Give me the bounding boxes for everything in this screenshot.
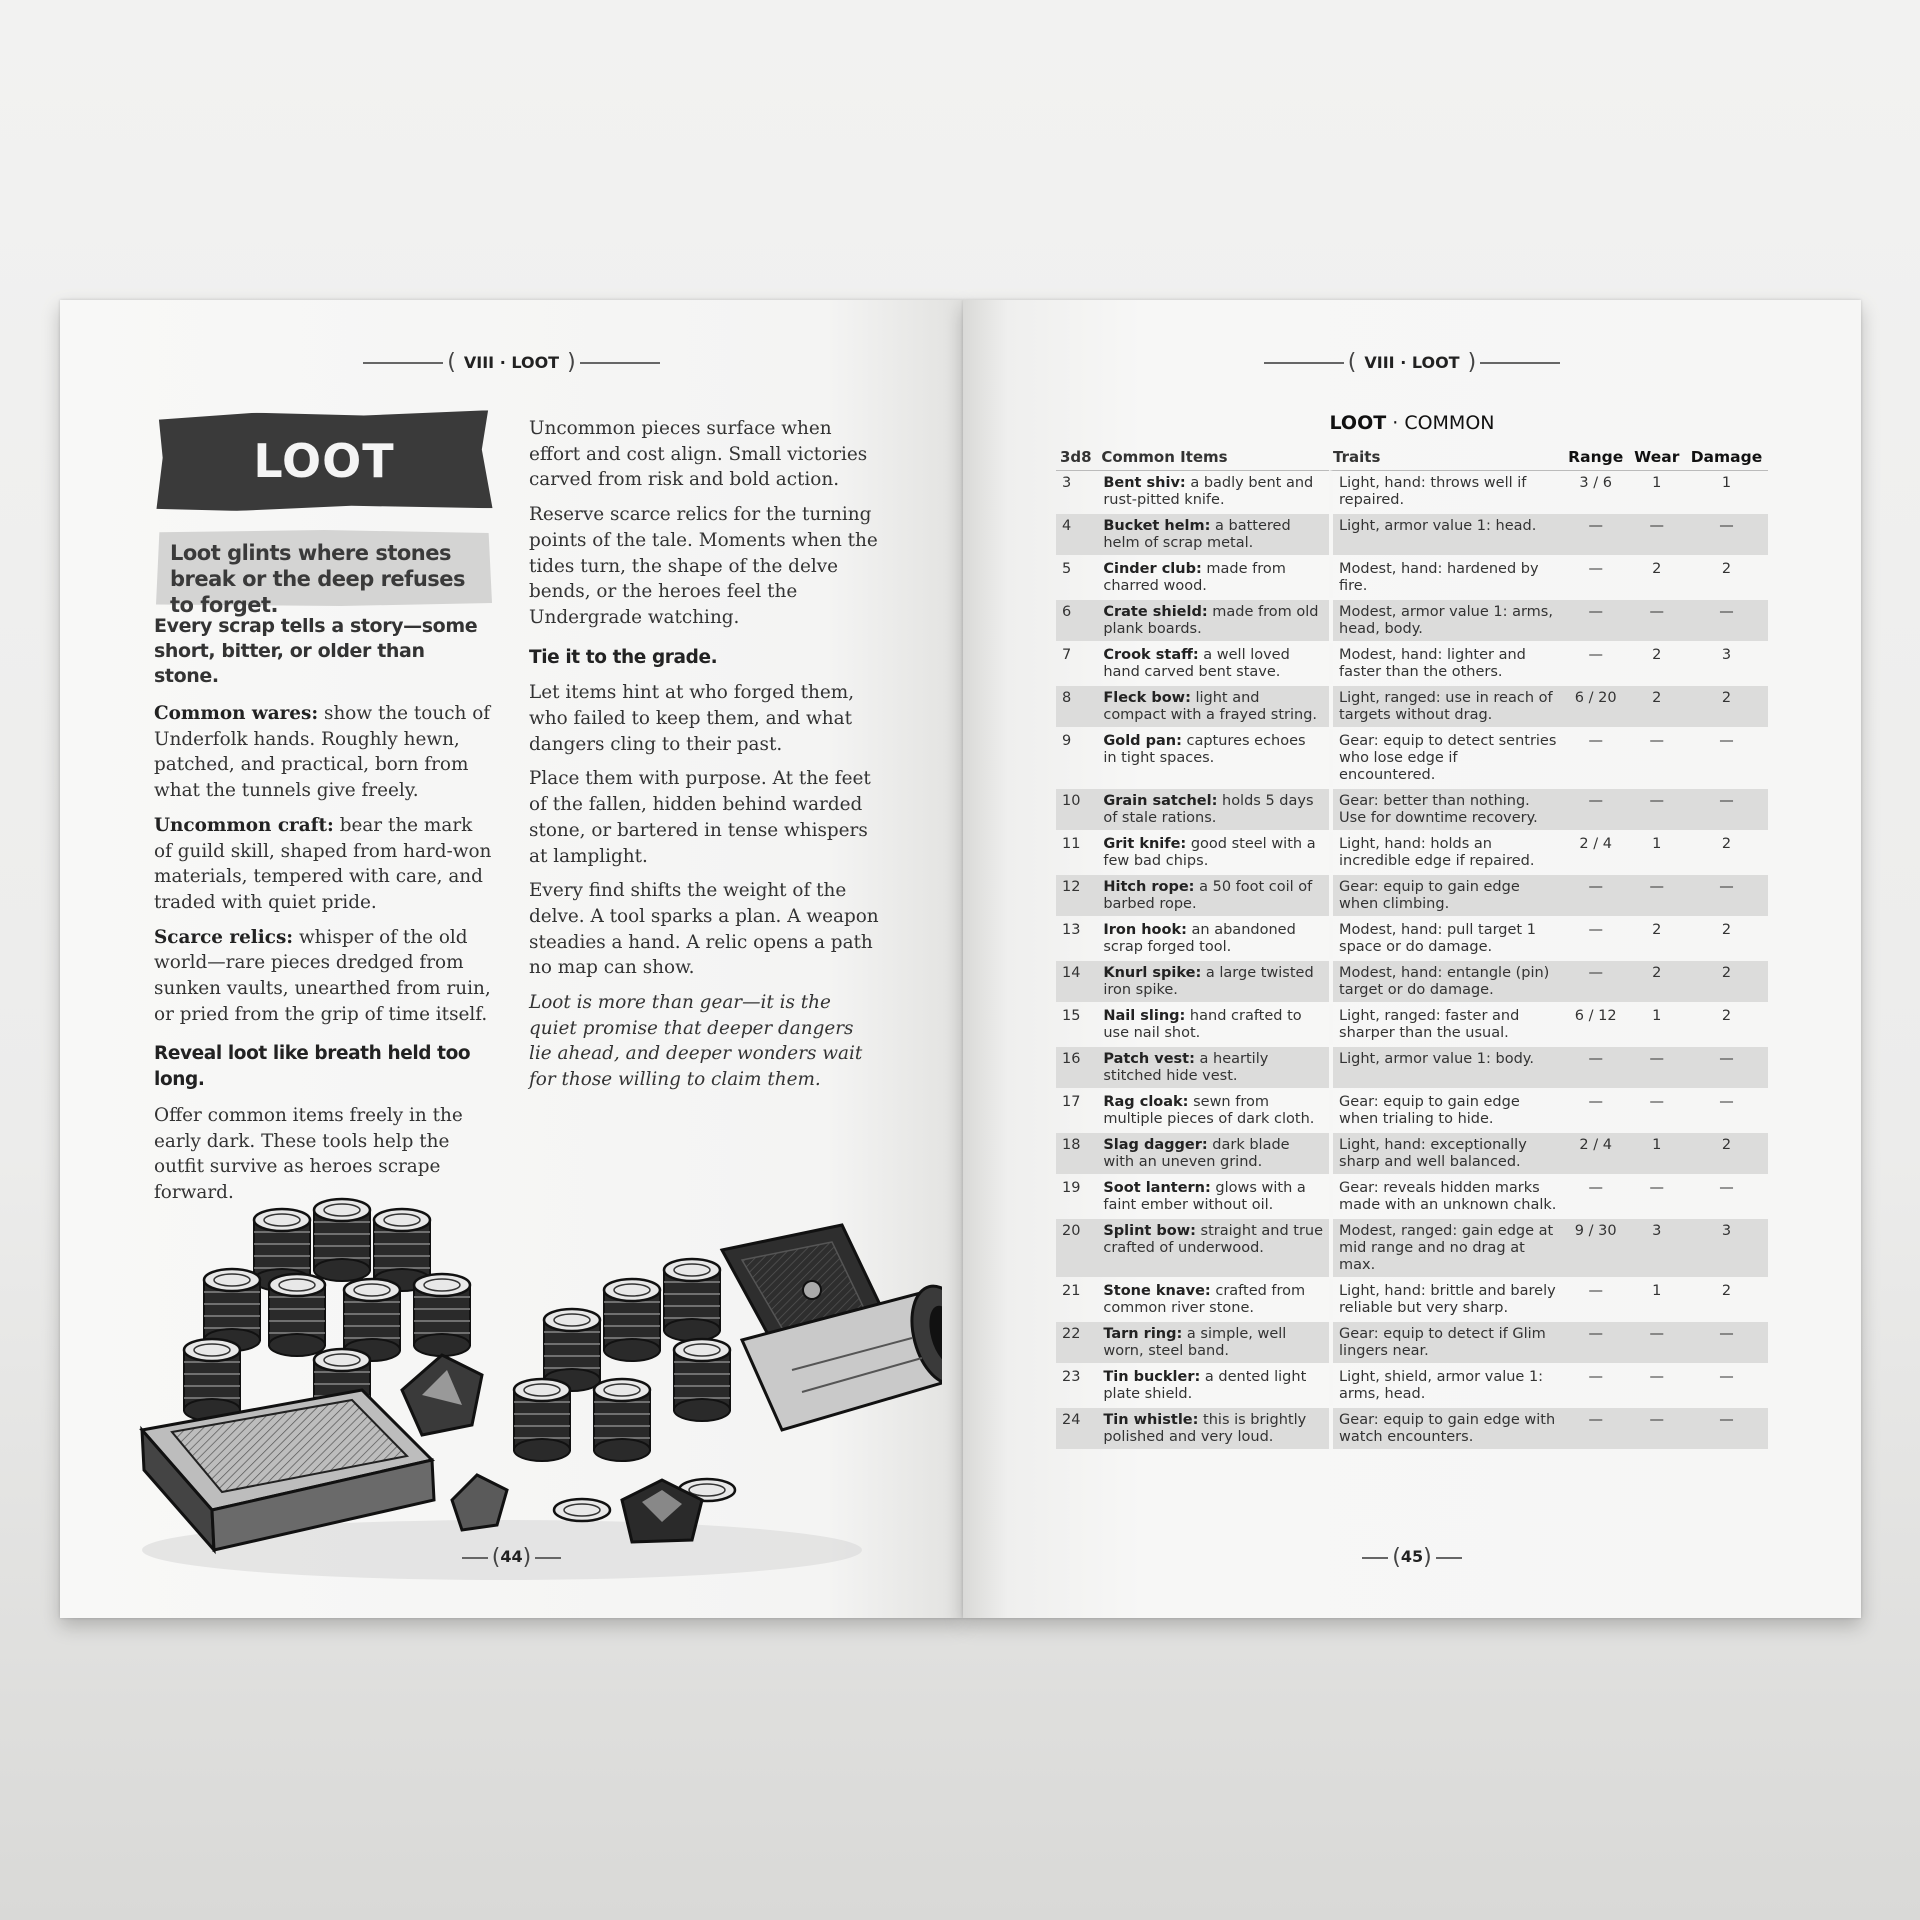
page-title: LOOT [253, 434, 395, 488]
traits-cell: Gear: reveals hidden marks made with an unknown chalk. [1329, 1176, 1563, 1217]
item-cell: Splint bow: straight and true crafted of underwood. [1097, 1219, 1329, 1277]
wear-cell: — [1629, 600, 1685, 641]
item-cell: Grain satchel: holds 5 days of stale rations. [1097, 789, 1329, 830]
page-number: (44) [60, 1545, 963, 1570]
item-cell: Soot lantern: glows with a faint ember without oil. [1103, 1180, 1306, 1213]
damage-cell: — [1719, 1180, 1734, 1196]
range-cell: — [1588, 1094, 1603, 1110]
lead-paragraph: Every scrap tells a story—some short, bitter, or older than stone. [154, 615, 478, 687]
roll-cell: 17 [1062, 1094, 1081, 1110]
roll-cell: 15 [1062, 1008, 1081, 1024]
item-cell: Grit knife: good steel with a few bad chips. [1103, 836, 1316, 869]
damage-cell: 2 [1685, 961, 1768, 1002]
wear-cell: — [1649, 733, 1665, 749]
range-cell: 2 / 4 [1579, 836, 1612, 852]
paragraph: Uncommon pieces surface when effort and cost align. Small victories carved from risk and bold action. [529, 418, 868, 491]
damage-cell: — [1719, 733, 1734, 749]
paragraph: Offer common items freely in the early dark. These tools help the outfit survive as heroes scrape forward. [154, 1104, 463, 1203]
roll-cell: 23 [1062, 1369, 1081, 1385]
wear-cell: 3 [1629, 1219, 1685, 1277]
paragraph: Every find shifts the weight of the delve. A tool sparks a plan. A weapon steadies a hand. A relic opens a path no map can show. [529, 880, 879, 979]
table-row [1056, 600, 1768, 641]
range-cell: — [1563, 789, 1629, 830]
wear-cell: 2 [1652, 647, 1662, 663]
item-cell: Crook staff: a well loved hand carved bent stave. [1103, 647, 1290, 680]
table-row [1056, 789, 1768, 830]
table-row [1056, 1133, 1768, 1174]
range-cell: — [1588, 922, 1603, 938]
traits-cell: Gear: equip to gain edge with watch encounters. [1329, 1408, 1563, 1449]
roll-cell: 20 [1056, 1219, 1097, 1277]
wear-cell: 2 [1652, 922, 1662, 938]
table-row [1056, 729, 1768, 787]
roll-cell: 12 [1056, 875, 1097, 916]
roll-cell: 4 [1056, 514, 1097, 555]
wear-cell: — [1649, 1180, 1665, 1196]
damage-cell: 2 [1721, 922, 1732, 938]
paragraph: Common wares: show the touch of Underfolk hands. Roughly hewn, patched, and practical, born from what the tunnels give freely. [154, 703, 491, 802]
traits-cell: Modest, hand: entangle (pin) target or do damage. [1329, 961, 1563, 1002]
range-cell: 6 / 20 [1563, 686, 1629, 727]
item-cell: Iron hook: an abandoned scrap forged tool. [1103, 922, 1296, 955]
running-head: ( VIII · LOOT ) [963, 350, 1861, 375]
range-cell: — [1588, 1369, 1603, 1385]
damage-cell: 3 [1685, 1219, 1768, 1277]
paragraph: Let items hint at who forged them, who failed to keep them, and what dangers cling to their past. [529, 682, 855, 755]
range-cell: — [1588, 561, 1603, 577]
item-cell: Gold pan: captures echoes in tight spaces. [1103, 733, 1306, 766]
wear-cell: 1 [1652, 1008, 1662, 1024]
table-row [1056, 514, 1768, 555]
damage-cell: — [1685, 875, 1768, 916]
wear-cell: 1 [1652, 836, 1662, 852]
wear-cell: — [1649, 1094, 1665, 1110]
damage-cell: 2 [1721, 561, 1732, 577]
damage-cell: 2 [1721, 1283, 1732, 1299]
roll-cell: 24 [1056, 1408, 1097, 1449]
traits-cell: Modest, ranged: gain edge at mid range and no drag at max. [1329, 1219, 1563, 1277]
wear-cell: — [1629, 1408, 1685, 1449]
damage-cell: — [1685, 1322, 1768, 1363]
range-cell: — [1588, 1283, 1603, 1299]
range-cell: 6 / 12 [1574, 1008, 1617, 1024]
table-row [1056, 643, 1768, 684]
range-cell: — [1563, 1047, 1629, 1088]
page-number: (45) [963, 1545, 1861, 1570]
roll-cell: 11 [1062, 836, 1081, 852]
table-row [1056, 1279, 1768, 1320]
table-row [1056, 1322, 1768, 1363]
damage-cell: 2 [1721, 1008, 1732, 1024]
range-cell: 9 / 30 [1563, 1219, 1629, 1277]
damage-cell: — [1685, 514, 1768, 555]
traits-cell: Light, hand: holds an incredible edge if repaired. [1329, 832, 1563, 873]
roll-cell: 8 [1056, 686, 1097, 727]
text-column-1 [154, 614, 494, 1215]
item-cell: Tin whistle: this is brightly polished and very loud. [1097, 1408, 1329, 1449]
traits-cell: Light, armor value 1: body. [1329, 1047, 1563, 1088]
item-cell: Knurl spike: a large twisted iron spike. [1097, 961, 1329, 1002]
loot-table [1056, 440, 1768, 1451]
range-cell: — [1563, 1322, 1629, 1363]
damage-cell: 2 [1685, 1133, 1768, 1174]
traits-cell: Light, ranged: faster and sharper than the usual. [1329, 1004, 1563, 1045]
traits-cell: Gear: equip to gain edge when trialing to hide. [1329, 1090, 1563, 1131]
table-row [1056, 918, 1768, 959]
right-page [963, 300, 1861, 1618]
wear-cell: 1 [1629, 1133, 1685, 1174]
item-cell: Bent shiv: a badly bent and rust-pitted knife. [1097, 470, 1329, 512]
damage-cell: — [1685, 600, 1768, 641]
wear-cell: — [1629, 1047, 1685, 1088]
item-cell: Rag cloak: sewn from multiple pieces of dark cloth. [1103, 1094, 1315, 1127]
roll-cell: 19 [1062, 1180, 1081, 1196]
item-cell: Nail sling: hand crafted to use nail shot. [1103, 1008, 1302, 1041]
traits-cell: Gear: better than nothing. Use for downtime recovery. [1329, 789, 1563, 830]
wear-cell: — [1629, 789, 1685, 830]
table-row [1056, 875, 1768, 916]
table-header-row [1056, 442, 1768, 468]
roll-cell: 10 [1056, 789, 1097, 830]
text-column-2 [529, 416, 881, 1102]
range-cell: — [1563, 961, 1629, 1002]
range-cell: — [1563, 875, 1629, 916]
treasure-illustration [102, 1130, 942, 1810]
damage-cell: — [1685, 1047, 1768, 1088]
column-header-traits: Traits [1333, 448, 1381, 466]
traits-cell: Modest, armor value 1: arms, head, body. [1329, 600, 1563, 641]
item-cell: Tarn ring: a simple, well worn, steel band. [1097, 1322, 1329, 1363]
roll-cell: 21 [1062, 1283, 1081, 1299]
table-row [1056, 470, 1768, 512]
traits-cell: Light, ranged: use in reach of targets without drag. [1329, 686, 1563, 727]
range-cell: — [1588, 1180, 1603, 1196]
wear-cell: — [1629, 875, 1685, 916]
wear-cell: 2 [1629, 961, 1685, 1002]
table-title: LOOT · COMMON [1329, 412, 1495, 434]
roll-cell: 14 [1056, 961, 1097, 1002]
roll-cell: 7 [1062, 647, 1072, 663]
wear-cell: — [1629, 1322, 1685, 1363]
range-cell: 3 / 6 [1563, 470, 1629, 512]
item-cell: Fleck bow: light and compact with a frayed string. [1097, 686, 1329, 727]
wear-cell: 2 [1652, 561, 1662, 577]
item-cell: Slag dagger: dark blade with an uneven grind. [1097, 1133, 1329, 1174]
item-cell: Hitch rope: a 50 foot coil of barbed rope. [1097, 875, 1329, 916]
wear-cell: 2 [1629, 686, 1685, 727]
range-cell: — [1588, 733, 1603, 749]
roll-cell: 13 [1062, 922, 1081, 938]
range-cell: — [1588, 647, 1603, 663]
wear-cell: 1 [1652, 1283, 1662, 1299]
traits-cell: Light, hand: brittle and barely reliable but very sharp. [1329, 1279, 1563, 1320]
table-row [1056, 832, 1768, 873]
traits-cell: Light, hand: throws well if repaired. [1329, 470, 1563, 512]
table-row [1056, 1219, 1768, 1277]
range-cell: — [1563, 514, 1629, 555]
running-head: ( VIII · LOOT ) [60, 350, 963, 375]
damage-cell: — [1719, 1369, 1734, 1385]
damage-cell: — [1685, 1408, 1768, 1449]
paragraph: Scarce relics: whisper of the old world—rare pieces dredged from sunken vaults, unearthed from ruin, or pried from the grip of time itself. [154, 926, 491, 1025]
range-cell: 2 / 4 [1563, 1133, 1629, 1174]
traits-cell: Modest, hand: hardened by fire. [1329, 557, 1563, 598]
subheading: Reveal loot like breath held too long. [154, 1043, 471, 1091]
table-row [1056, 1408, 1768, 1449]
table-row [1056, 961, 1768, 1002]
item-cell: Crate shield: made from old plank boards. [1097, 600, 1329, 641]
roll-cell: 18 [1056, 1133, 1097, 1174]
table-row [1056, 1365, 1768, 1406]
traits-cell: Light, hand: exceptionally sharp and well balanced. [1329, 1133, 1563, 1174]
item-cell: Patch vest: a heartily stitched hide vest. [1097, 1047, 1329, 1088]
wear-cell: — [1649, 1369, 1665, 1385]
column-header-range: Range [1568, 448, 1624, 466]
left-page [60, 300, 963, 1618]
column-header-damage: Damage [1690, 448, 1763, 466]
tagline: Loot glints where stones break or the deep refuses to forget. [170, 541, 466, 617]
roll-cell: 9 [1062, 733, 1072, 749]
item-cell: Stone knave: crafted from common river stone. [1103, 1283, 1306, 1316]
column-header-item: Common Items [1101, 448, 1228, 466]
traits-cell: Gear: equip to detect if Glim lingers near. [1329, 1322, 1563, 1363]
table-row [1056, 557, 1768, 598]
paragraph: Uncommon craft: bear the mark of guild skill, shaped from hard-won materials, tempered with care, and traded with quiet pride. [154, 814, 492, 913]
traits-cell: Light, shield, armor value 1: arms, head. [1329, 1365, 1563, 1406]
damage-cell: 1 [1685, 470, 1768, 512]
roll-cell: 22 [1056, 1322, 1097, 1363]
traits-cell: Modest, hand: lighter and faster than the others. [1329, 643, 1563, 684]
table-row [1056, 1090, 1768, 1131]
damage-cell: 2 [1721, 836, 1732, 852]
subheading: Tie it to the grade. [529, 646, 718, 668]
item-cell: Bucket helm: a battered helm of scrap metal. [1097, 514, 1329, 555]
column-header-wear: Wear [1634, 448, 1680, 466]
range-cell: — [1563, 1408, 1629, 1449]
column-header-roll: 3d8 [1060, 448, 1092, 466]
roll-cell: 16 [1056, 1047, 1097, 1088]
damage-cell: 3 [1721, 647, 1732, 663]
traits-cell: Modest, hand: pull target 1 space or do damage. [1329, 918, 1563, 959]
table-row [1056, 1176, 1768, 1217]
traits-cell: Gear: equip to detect sentries who lose edge if encountered. [1329, 729, 1563, 787]
table-row [1056, 686, 1768, 727]
table-row [1056, 1004, 1768, 1045]
paragraph: Reserve scarce relics for the turning points of the tale. Moments when the tides turn, the shape of the delve bends, or the heroes feel the Undergrade watching. [529, 504, 878, 628]
wear-cell: 1 [1629, 470, 1685, 512]
item-cell: Tin buckler: a dented light plate shield. [1103, 1369, 1307, 1402]
traits-cell: Gear: equip to gain edge when climbing. [1329, 875, 1563, 916]
damage-cell: — [1719, 1094, 1734, 1110]
item-cell: Cinder club: made from charred wood. [1103, 561, 1286, 594]
traits-cell: Light, armor value 1: head. [1329, 514, 1563, 555]
damage-cell: — [1685, 789, 1768, 830]
roll-cell: 3 [1056, 470, 1097, 512]
paragraph-italic: Loot is more than gear—it is the quiet promise that deeper dangers lie ahead, and deeper wonders wait for those willing to claim them. [529, 992, 863, 1091]
paragraph: Place them with purpose. At the feet of the fallen, hidden behind warded stone, or bartered in tense whispers at lamplight. [529, 768, 871, 867]
table-row [1056, 1047, 1768, 1088]
roll-cell: 5 [1062, 561, 1072, 577]
damage-cell: 2 [1685, 686, 1768, 727]
wear-cell: — [1629, 514, 1685, 555]
roll-cell: 6 [1056, 600, 1097, 641]
range-cell: — [1563, 600, 1629, 641]
